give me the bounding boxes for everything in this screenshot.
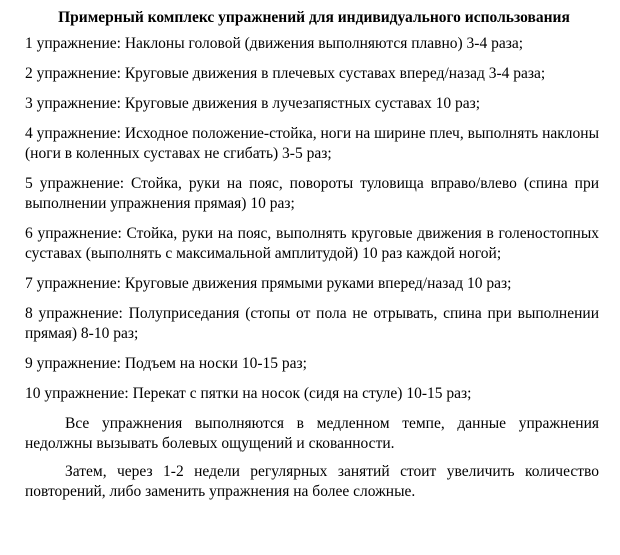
exercise-item-7: 7 упражнение: Круговые движения прямыми руками вперед/назад 10 раз; — [25, 275, 512, 292]
closing-paragraph-1: Все упражнения выполняются в медленном темпе, данные упражнения недолжны вызывать болевых ощущений и скованности. — [25, 415, 599, 452]
exercise-item-5: 5 упражнение: Стойка, руки на пояс, повороты туловища вправо/влево (спина при выполнении упражнения прямая) 10 раз; — [25, 175, 599, 212]
exercise-item-2: 2 упражнение: Круговые движения в плечевых суставах вперед/назад 3-4 раза; — [25, 65, 546, 82]
exercise-item-1: 1 упражнение: Наклоны головой (движения выполняются плавно) 3-4 раза; — [25, 35, 524, 52]
exercise-item-8: 8 упражнение: Полуприседания (стопы от пола не отрывать, спина при выполнении прямая) 8-10 раз; — [25, 305, 599, 342]
exercise-item-4: 4 упражнение: Исходное положение-стойка, ноги на ширине плеч, выполнять наклоны (ноги в коленных суставах не сгибать) 3-5 раз; — [25, 125, 599, 162]
document-title: Примерный комплекс упражнений для индивидуального использования — [58, 9, 570, 26]
exercise-item-9: 9 упражнение: Подъем на носки 10-15 раз; — [25, 355, 307, 372]
exercise-item-6: 6 упражнение: Стойка, руки на пояс, выполнять круговые движения в голеностопных суставах (выполнять с максимальной амплитудой) 10 раз каждой ногой; — [25, 225, 599, 262]
exercise-item-3: 3 упражнение: Круговые движения в лучезапястных суставах 10 раз; — [25, 95, 481, 112]
closing-paragraph-2: Затем, через 1-2 недели регулярных занятий стоит увеличить количество повторений, либо заменить упражнения на более сложные. — [25, 463, 599, 500]
exercise-item-10: 10 упражнение: Перекат с пятки на носок (сидя на стуле) 10-15 раз; — [25, 385, 472, 402]
